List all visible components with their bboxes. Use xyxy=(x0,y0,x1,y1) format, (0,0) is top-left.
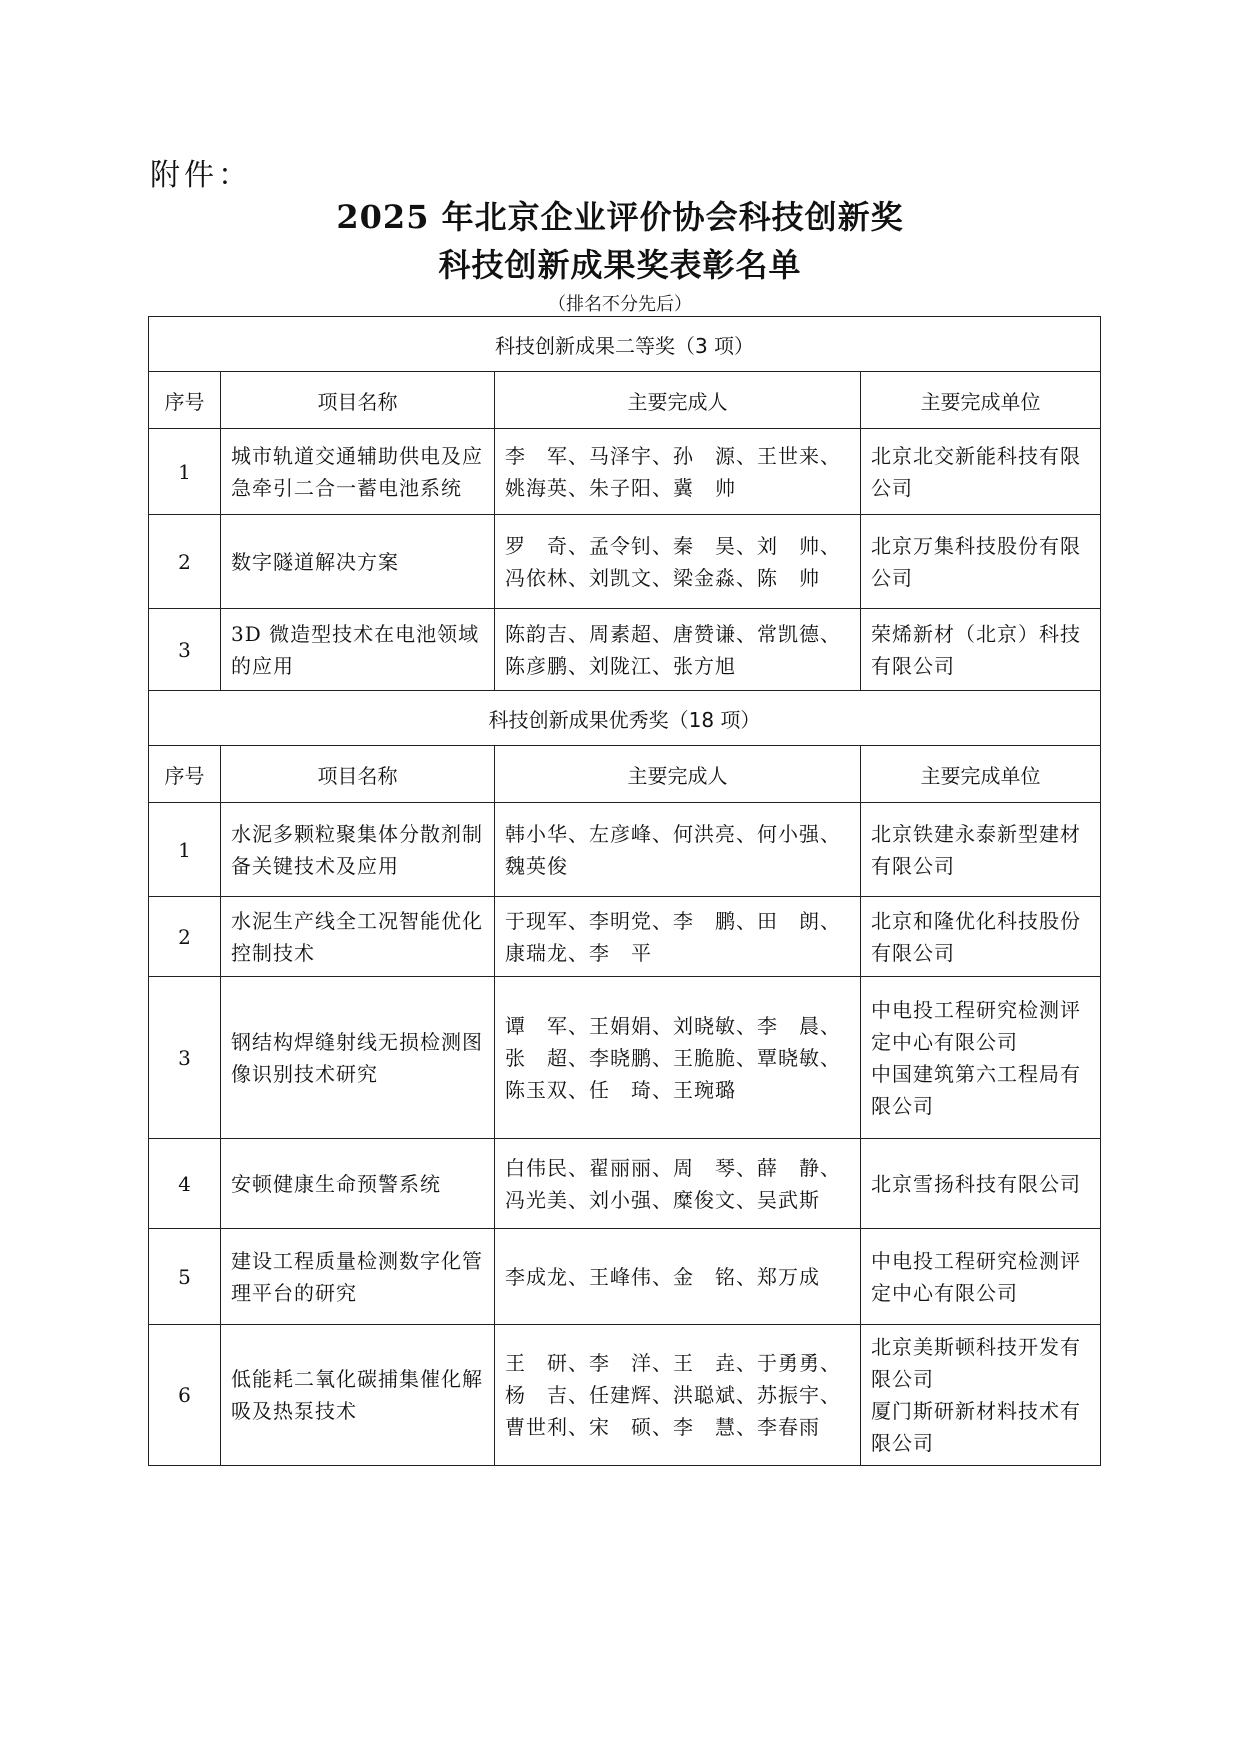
row-seq: 2 xyxy=(149,515,221,609)
table-row xyxy=(149,429,1101,515)
row-project: 数字隧道解决方案 xyxy=(221,515,495,609)
unit-name: 中电投工程研究检测评定中心有限公司 xyxy=(871,1248,1081,1305)
column-header-persons: 主要完成人 xyxy=(495,372,861,429)
table-row xyxy=(149,977,1101,1139)
row-seq: 6 xyxy=(149,1325,221,1466)
section-header-excellence-prize xyxy=(149,691,1101,746)
unit-name: 北京雪扬科技有限公司 xyxy=(871,1171,1081,1196)
unit-name: 中国建筑第六工程局有限公司 xyxy=(871,1061,1081,1118)
row-seq: 3 xyxy=(149,609,221,691)
row-persons: 韩小华、左彦峰、何洪亮、何小强、魏英俊 xyxy=(495,803,861,897)
attachment-label: 附件： xyxy=(150,158,252,193)
column-header-units: 主要完成单位 xyxy=(861,372,1101,429)
document-title: 2025 年北京企业评价协会科技创新奖 xyxy=(336,198,904,236)
unit-name: 中电投工程研究检测评定中心有限公司 xyxy=(871,997,1081,1054)
unit-name: 北京铁建永泰新型建材有限公司 xyxy=(871,821,1081,878)
row-persons: 白伟民、翟丽丽、周 琴、薛 静、冯光美、刘小强、糜俊文、吴武斯 xyxy=(495,1139,861,1229)
row-persons: 于现军、李明党、李 鹏、田 朗、康瑞龙、李 平 xyxy=(495,897,861,977)
section-heading: 科技创新成果优秀奖（18 项） xyxy=(149,691,1101,746)
row-project: 水泥生产线全工况智能优化控制技术 xyxy=(221,897,495,977)
column-header-project: 项目名称 xyxy=(221,746,495,803)
row-project: 城市轨道交通辅助供电及应急牵引二合一蓄电池系统 xyxy=(221,429,495,515)
column-header-units: 主要完成单位 xyxy=(861,746,1101,803)
table-row xyxy=(149,515,1101,609)
column-header-row xyxy=(149,372,1101,429)
unit-name: 荣烯新材（北京）科技有限公司 xyxy=(871,621,1081,678)
table-row xyxy=(149,1229,1101,1325)
row-persons: 王 研、李 洋、王 垚、于勇勇、杨 吉、任建辉、洪聪斌、苏振宇、曹世利、宋 硕、李 慧、李春雨 xyxy=(495,1325,861,1466)
unit-name: 北京和隆优化科技股份有限公司 xyxy=(871,908,1081,965)
row-units xyxy=(861,609,1101,691)
row-persons: 李成龙、王峰伟、金 铭、郑万成 xyxy=(495,1229,861,1325)
row-project: 3D 微造型技术在电池领域的应用 xyxy=(221,609,495,691)
table-row xyxy=(149,1325,1101,1466)
row-units xyxy=(861,1325,1101,1466)
column-header-seq: 序号 xyxy=(149,372,221,429)
row-project: 安顿健康生命预警系统 xyxy=(221,1139,495,1229)
column-header-row xyxy=(149,746,1101,803)
document-subtitle: 科技创新成果奖表彰名单 xyxy=(438,246,802,284)
unit-name: 北京北交新能科技有限公司 xyxy=(871,443,1081,500)
table-row xyxy=(149,1139,1101,1229)
row-units xyxy=(861,515,1101,609)
table-row xyxy=(149,897,1101,977)
column-header-persons: 主要完成人 xyxy=(495,746,861,803)
row-persons: 陈韵吉、周素超、唐赞谦、常凯德、陈彦鹏、刘陇江、张方旭 xyxy=(495,609,861,691)
row-seq: 1 xyxy=(149,429,221,515)
unit-name: 北京美斯顿科技开发有限公司 xyxy=(871,1335,1081,1391)
row-units xyxy=(861,1139,1101,1229)
row-seq: 4 xyxy=(149,1139,221,1229)
table-row xyxy=(149,609,1101,691)
row-units xyxy=(861,977,1101,1139)
unit-name: 北京万集科技股份有限公司 xyxy=(871,533,1081,590)
row-persons: 李 军、马泽宇、孙 源、王世来、姚海英、朱子阳、冀 帅 xyxy=(495,429,861,515)
row-seq: 3 xyxy=(149,977,221,1139)
row-project: 水泥多颗粒聚集体分散剂制备关键技术及应用 xyxy=(221,803,495,897)
table-row xyxy=(149,803,1101,897)
row-persons: 罗 奇、孟令钊、秦 昊、刘 帅、冯依林、刘凯文、梁金淼、陈 帅 xyxy=(495,515,861,609)
column-header-project: 项目名称 xyxy=(221,372,495,429)
row-seq: 2 xyxy=(149,897,221,977)
row-project: 低能耗二氧化碳捕集催化解吸及热泵技术 xyxy=(221,1325,495,1466)
row-units xyxy=(861,897,1101,977)
row-units xyxy=(861,803,1101,897)
row-seq: 1 xyxy=(149,803,221,897)
unit-name: 厦门斯研新材料技术有限公司 xyxy=(871,1399,1081,1455)
row-project: 建设工程质量检测数字化管理平台的研究 xyxy=(221,1229,495,1325)
ranking-note: （排名不分先后） xyxy=(548,294,692,315)
row-persons: 谭 军、王娟娟、刘晓敏、李 晨、张 超、李晓鹏、王脆脆、覃晓敏、陈玉双、任 琦、王琬璐 xyxy=(495,977,861,1139)
column-header-seq: 序号 xyxy=(149,746,221,803)
row-units xyxy=(861,1229,1101,1325)
row-seq: 5 xyxy=(149,1229,221,1325)
award-table xyxy=(148,316,1101,1466)
row-units xyxy=(861,429,1101,515)
row-project: 钢结构焊缝射线无损检测图像识别技术研究 xyxy=(221,977,495,1139)
section-heading: 科技创新成果二等奖（3 项） xyxy=(149,317,1101,372)
section-header-second-prize xyxy=(149,317,1101,372)
